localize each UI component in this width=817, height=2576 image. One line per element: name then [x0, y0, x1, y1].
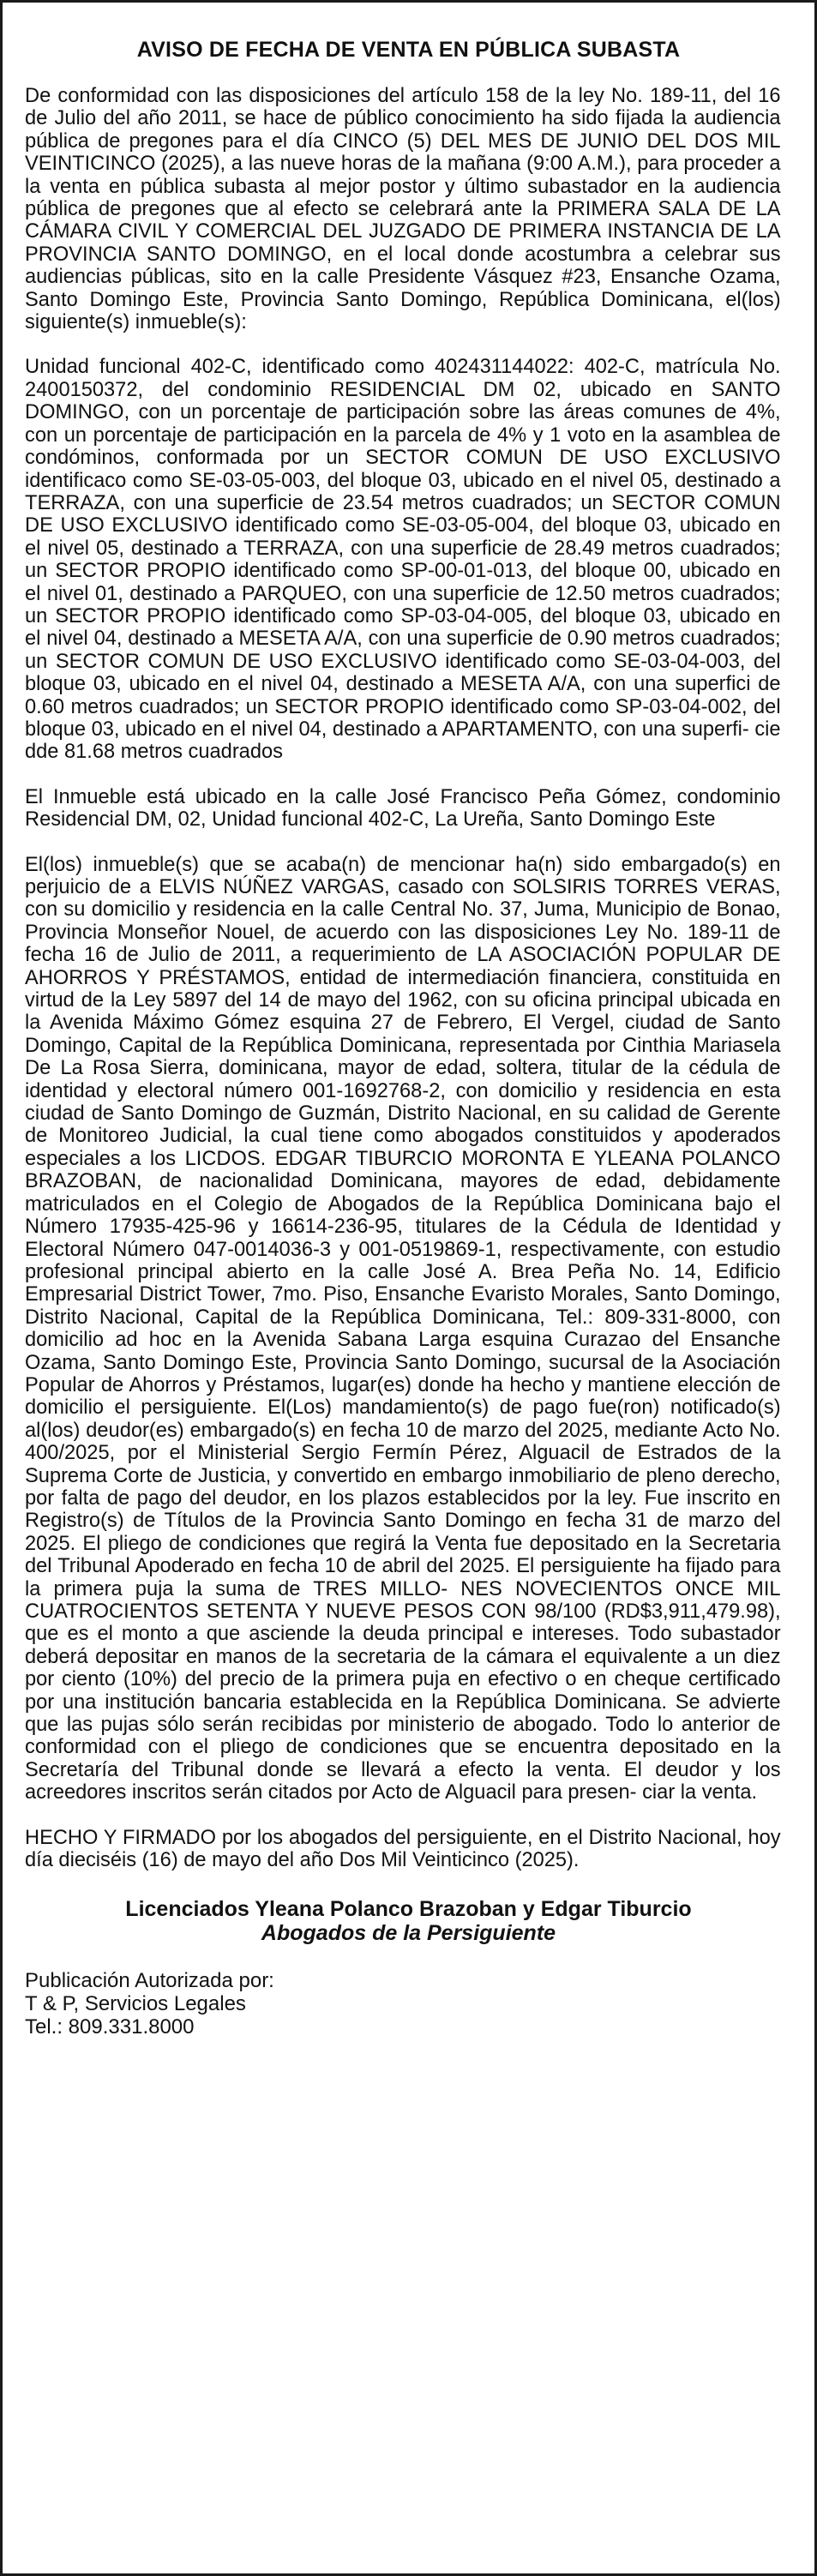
signature-role: Abogados de la Persiguiente [261, 1921, 556, 1946]
publication-footer [25, 1969, 792, 2039]
paragraph-location: El Inmueble está ubicado en la calle José Francisco Peña Gómez, condominio Residencial DM, 02, Unidad funcional 402-C, La Ureña, Santo Domingo Este [25, 784, 781, 832]
footer-authorized: Publicación Autorizada por: [25, 1969, 274, 1993]
paragraph-seizure: El(los) inmueble(s) que se acaba(n) de mencionar ha(n) sido embargado(s) en perjuicio de a ELVIS NÚÑEZ VARGAS, casado con SOLSIRIS TORRES VERAS, con su domicilio y residencia en la calle Central No. 37, Juma, Municipio de Bonao, Provincia Monseñor Nouel, de acuerdo con las disposiciones Ley No. 189-11 de fecha 16 de Julio de 2011, a requerimiento de LA ASOCIACIÓN POPULAR DE AHORROS Y PRÉSTAMOS, entidad de intermediación financiera, constituida en virtud de la Ley 5897 del 14 de mayo del 1962, con su oficina principal ubicada en la Avenida Máximo Gómez esquina 27 de Febrero, El Vergel, ciudad de Santo Domingo, Capital de la República Dominicana, representada por Cinthia Mariasela De La Rosa Sierra, dominicana, mayor de edad, soltera, titular de la cédula de identidad y electoral número 001-1692768-2, con domicilio y residencia en esta ciudad de Santo Domingo de Guzmán, Distrito Nacional, en su calidad de Gerente de Monitoreo Judicial, la cual tiene como abogados constituidos y apoderados especiales a los LICDOS. EDGAR TIBURCIO MORONTA E YLEANA POLANCO BRAZOBAN, de nacionalidad Dominicana, mayores de edad, debidamente matriculados en el Colegio de Abogados de la República Dominicana bajo el Número 17935-425-96 y 16614-236-95, titulares de la Cédula de Identidad y Electoral Número 047-0014036-3 y 001-0519869-1, respectivamente, con estudio profesional principal abierto en la calle José A. Brea Peña No. 14, Edificio Empresarial District Tower, 7mo. Piso, Ensanche Evaristo Morales, Santo Domingo, Distrito Nacional, Capital de la República Dominicana, Tel.: 809-331-8000, con domicilio ad hoc en la Avenida Sabana Larga esquina Curazao del Ensanche Ozama, Santo Domingo Este, Provincia Santo Domingo, sucursal de la Asociación Popular de Ahorros y Préstamos, lugar(es) donde ha hecho y mantiene elección de domicilio el persiguiente. El(Los) mandamiento(s) de pago fue(ron) notificado(s) al(los) deudor(es) embargado(s) en fecha 10 de marzo del 2025, mediante Acto No. 400/2025, por el Ministerial Sergio Fermín Pérez, Alguacil de Estrados de la Suprema Corte de Justicia, y convertido en embargo inmobiliario de pleno derecho, por falta de pago del deudor, en los plazos establecidos por la ley. Fue inscrito en Registro(s) de Títulos de la Provincia Santo Domingo en fecha 31 de marzo del 2025. El pliego de condiciones que regirá la Venta fue depositado en la Secretaria del Tribunal Apoderado en fecha 10 de abril del 2025. El persiguiente ha fijado para la primera puja la suma de TRES MILLO- NES NOVECIENTOS ONCE MIL CUATROCIENTOS SETENTA Y NUEVE PESOS CON 98/100 (RD$3,911,479.98), que es el monto a que asciende la deuda principal e intereses. Todo subastador deberá depositar en manos de la secretaria de la cámara el equivalente a un diez por ciento (10%) del precio de la primera puja en efectivo o en cheque certificado por una institución bancaria establecida en la República Dominicana. Se advierte que las pujas sólo serán recibidas por ministerio de abogado. Todo lo anterior de conformidad con el pliego de condiciones que se encuentra depositado en la Secretaría del Tribunal donde se llevará a efecto la venta. El deudor y los acreedores inscritos serán citados por Acto de Alguacil para presen- ciar la venta. [25, 852, 781, 1804]
paragraph-hearing: De conformidad con las disposiciones del artículo 158 de la ley No. 189-11, del 16 de Julio del año 2011, se hace de público conocimiento ha sido fijada la audiencia pública de pregones para el día CINCO (5) DEL MES DE JUNIO DEL DOS MIL VEINTICINCO (2025), a las nueve horas de la mañana (9:00 A.M.), para proceder a la venta en pública subasta al mejor postor y último subastador en la audiencia pública de pregones que al efecto se celebrará ante la PRIMERA SALA DE LA CÁMARA CIVIL Y COMERCIAL DEL JUZGADO DE PRIMERA INSTANCIA DE LA PROVINCIA SANTO DOMINGO, en el local donde acostumbra a celebrar sus audiencias públicas, sito en la calle Presidente Vásquez #23, Ensanche Ozama, Santo Domingo Este, Provincia Santo Domingo, República Dominicana, el(los) siguiente(s) inmueble(s): [25, 84, 781, 334]
signature-block [25, 1897, 792, 1945]
footer-company: T & P, Servicios Legales [25, 1992, 246, 2016]
signature-names: Licenciados Yleana Polanco Brazoban y Edgar Tiburcio [125, 1897, 692, 1922]
footer-phone: Tel.: 809.331.8000 [25, 2015, 195, 2039]
paragraph-property: Unidad funcional 402-C, identificado como 402431144022: 402-C, matrícula No. 2400150372, del condominio RESIDENCIAL DM 02, ubicado en SANTO DOMINGO, con un porcentaje de participación sobre las áreas comunes de 4%, con un porcentaje de participación en la parcela de 4% y 1 voto en la asamblea de condóminos, conformada por un SECTOR COMUN DE USO EXCLUSIVO identificaco como SE-03-05-003, del bloque 03, ubicado en el nivel 05, destinado a TERRAZA, con una superficie de 23.54 metros cuadrados; un SECTOR COMUN DE USO EXCLUSIVO identificado como SE-03-05-004, del bloque 03, ubicado en el nivel 05, destinado a TERRAZA, con una superficie de 28.49 metros cuadrados; un SECTOR PROPIO identificado como SP-00-01-013, del bloque 00, ubicado en el nivel 01, destinado a PARQUEO, con una superficie de 12.50 metros cuadrados; un SECTOR PROPIO identificado como SP-03-04-005, del bloque 03, ubicado en el nivel 04, destinado a MESETA A/A, con una superficie de 0.90 metros cuadrados; un SECTOR COMUN DE USO EXCLUSIVO identificado como SE-03-04-003, del bloque 03, ubicado en el nivel 04, destinado a MESETA A/A, con una superfici de 0.60 metros cuadrados; un SECTOR PROPIO identificado como SP-03-04-002, del bloque 03, ubicado en el nivel 04, destinado a APARTAMENTO, con una superfi- cie dde 81.68 metros cuadrados [25, 355, 781, 764]
notice-title: AVISO DE FECHA DE VENTA EN PÚBLICA SUBASTA [136, 38, 681, 62]
paragraph-signed: HECHO Y FIRMADO por los abogados del persiguiente, en el Distrito Nacional, hoy día dieciséis (16) de mayo del año Dos Mil Veinticinco (2025). [25, 1825, 781, 1872]
